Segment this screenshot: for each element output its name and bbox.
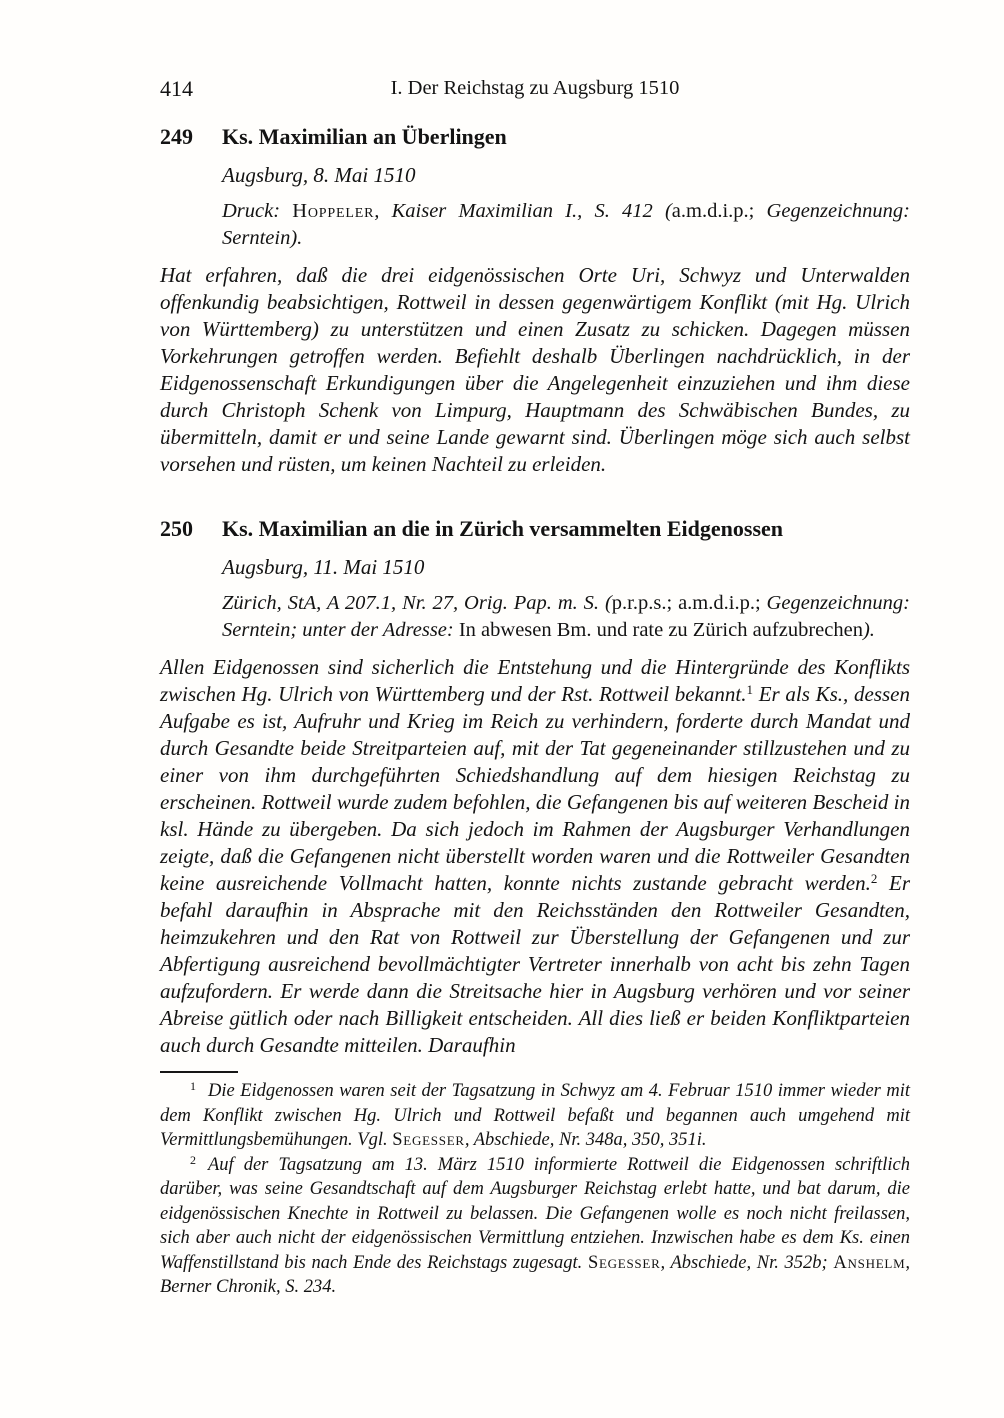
footnote-text: Auf der Tagsatzung am 13. März 1510 informierte Rottweil die Eidgenossen schriftlich darüber, was seine Gesandtschaft auf dem Augsburger Reichstag erlebt hatte, und bat darum, die eidgenössischen Knechte in Rottweil zu belassen. Die Gefangenen wolle es noch nicht freilassen, sich aber auch nicht der eidgenössischen Vermittlung entziehen. Inzwischen habe es dem Ks. einen Waffenstillstand bis nach Ende des Reichstags zugesagt.: [160, 1154, 910, 1273]
footnote-separator-rule: [160, 1071, 238, 1073]
entry-dateline: Augsburg, 8. Mai 1510: [222, 163, 416, 187]
source-sigla: p.r.p.s.; a.m.d.i.p.;: [611, 592, 761, 614]
page-number: 414: [160, 76, 193, 101]
source-sigla: a.m.d.i.p.;: [671, 200, 755, 222]
entry-source-line: [222, 590, 910, 643]
footnote-2: [160, 1153, 910, 1300]
entry-summary: Hat erfahren, daß die drei eidgenössischen Orte Uri, Schwyz und Unterwalden offenkundig beabsichtigen, Rottweil in dessen gegenwärtigem Konflikt (mit Hg. Ulrich von Württemberg) zu unterstützen und einen Zusatz zu schicken. Dagegen müssen Vorkehrungen getroffen werden. Befiehlt deshalb Überlingen nachdrücklich, in der Eidgenossenschaft Erkundigungen über die Angelegenheit einzuziehen und ihm diese durch Christoph Schenk von Limpurg, Hauptmann des Schwäbischen Bundes, zu übermitteln, damit er und seine Lande gewarnt sind. Überlingen möge sich auch selbst vorsehen und rüsten, um keinen Nachteil zu erleiden.: [160, 263, 910, 476]
footnote-marker: 1: [190, 1079, 196, 1093]
footnote-author-smallcaps: Anshelm: [833, 1252, 906, 1273]
body-text-segment: Er befahl daraufhin in Absprache mit den Reichsständen den Rottweiler Gesandten, heimzukehren und den Rat von Rottweil zur Überstellung der Gefangenen und zur Abfertigung ausreichend bevollmächtigter Vertreter innerhalb von acht bis zehn Tagen aufzufordern. Er werde dann die Streitsache hier in Augsburg verhören und vor seiner Abreise gütlich oder nach Billigkeit entscheiden. All dies ließ er beiden Konfliktparteien auch durch Gesandte mitteilen. Daraufhin: [160, 871, 910, 1057]
page-header: [160, 76, 910, 104]
entry-249-heading: [160, 124, 910, 150]
footnote-citation: , Abschiede, Nr. 348a, 350, 351i.: [464, 1130, 707, 1150]
footnote-text: Die Eidgenossen waren seit der Tagsatzung in Schwyz am 4. Februar 1510 immer wieder mit dem Konflikt zwischen Hg. Ulrich und Rottweil befaßt und begannen auch umgehend mit Vermittlungsbemühungen. Vgl.: [160, 1081, 910, 1150]
body-text-segment: Allen Eidgenossen sind sicherlich die Entstehung und die Hintergründe des Konflikts zwischen Hg. Ulrich von Württemberg und der Rst. Rottweil bekannt.: [160, 655, 910, 706]
entry-number: 249: [160, 124, 193, 149]
footnote-ref-1: 1: [746, 682, 754, 697]
entry-title: Ks. Maximilian an die in Zürich versammelten Eidgenossen: [222, 516, 784, 541]
source-countersign: Gegenzeichnung: Serntein).: [222, 200, 911, 249]
entry-dateline: Augsburg, 11. Mai 1510: [222, 555, 425, 579]
entry-body: [160, 654, 910, 1059]
source-address-quote: In abwesen Bm. und rate zu Zürich aufzubrechen: [458, 618, 863, 641]
entry-source-line: [222, 198, 910, 251]
entry-number: 250: [160, 516, 193, 541]
entry-title: Ks. Maximilian an Überlingen: [222, 124, 507, 149]
entry-249: [160, 124, 910, 478]
entry-250-heading: [160, 516, 910, 542]
source-author-smallcaps: Hoppeler: [292, 200, 375, 222]
body-text-segment: Er als Ks., dessen Aufgabe es ist, Aufruhr und Krieg im Reich zu verhindern, forderte durch Mandat und durch Gesandte beide Streitparteien auf, mit der Tat gegeneinander stillzustehen und zu einer von ihm durchgeführten Schiedshandlung auf dem hiesigen Reichstag zu erscheinen. Rottweil wurde zudem befohlen, die Gefangenen bis auf weiteren Bescheid in ksl. Hände zu übergeben. Da sich jedoch im Rahmen der Augsburger Verhandlungen zeigte, daß die Gefangenen nicht überstellt worden waren und die Rottweiler Gesandten keine ausreichende Vollmacht hatten, konnte nichts zustande gebracht werden.: [160, 682, 910, 895]
source-archive: Zürich, StA, A 207.1, Nr. 27, Orig. Pap. m. S. (: [222, 592, 612, 614]
running-head: I. Der Reichstag zu Augsburg 1510: [390, 77, 680, 99]
footnote-marker: 2: [190, 1152, 196, 1167]
source-countersign: Gegenzeichnung: Serntein; unter der Adresse:: [222, 592, 911, 641]
footnote-author-smallcaps: Segesser: [392, 1130, 465, 1150]
footnote-ref-2: 2: [870, 871, 878, 886]
entry-250: [160, 516, 910, 1059]
footnote-citation: , Berner Chronik, S. 234.: [160, 1252, 910, 1297]
footnote-1: [160, 1079, 910, 1153]
source-work-title: , Kaiser Maximilian I., S. 412 (: [374, 200, 672, 222]
footnotes-section: [160, 1071, 910, 1300]
source-druck-label: Druck:: [222, 200, 293, 222]
footnote-author-smallcaps: Segesser: [587, 1252, 661, 1273]
footnote-citation: , Abschiede, Nr. 352b;: [660, 1252, 834, 1273]
source-close-paren: ).: [862, 618, 875, 641]
